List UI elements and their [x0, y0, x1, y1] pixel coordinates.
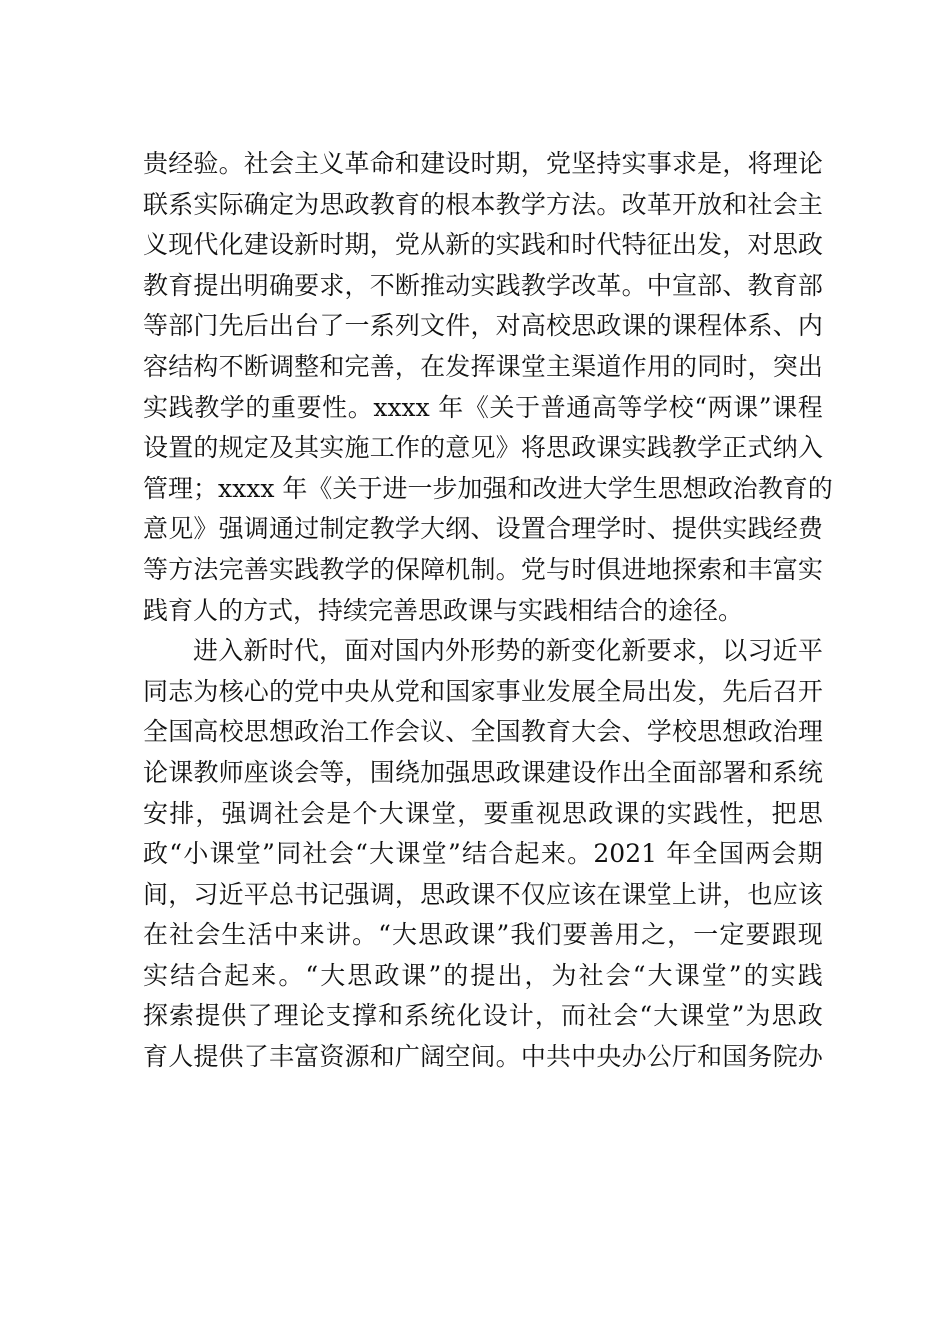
text-line: 意 见 》 强 调 通 过 制 定 教 学 大 纲 、 设 置 合 理 学 时 、 提 供 实 践 经 费	[143, 514, 823, 544]
text-line: 在 社 会 生 活 中 来 讲 。 “ 大 思 政 课 ” 我 们 要 善 用 之 ， 一 定 要 跟 现	[143, 920, 823, 950]
text-line: 政 “ 小 课 堂 ” 同 社 会 “ 大 课 堂 ” 结 合 起 来 。 2021 年 全 国 两 会 期	[143, 839, 823, 869]
paragraph-1	[143, 144, 833, 631]
text-line: 同 志 为 核 心 的 党 中 央 从 党 和 国 家 事 业 发 展 全 局 出 发 ， 先 后 召 开	[143, 676, 823, 706]
text-line: 贵 经 验 。 社 会 主 义 革 命 和 建 设 时 期 ， 党 坚 持 实 事 求 是 ， 将 理 论	[143, 149, 823, 178]
body-text	[143, 144, 833, 1078]
text-line: 设 置 的 规 定 及 其 实 施 工 作 的 意 见 》 将 思 政 课 实 践 教 学 正 式 纳 入	[143, 433, 823, 463]
text-line: 义 现 代 化 建 设 新 时 期 ， 党 从 新 的 实 践 和 时 代 特 征 出 发 ， 对 思 政	[143, 230, 823, 260]
text-line: 管 理 ； xxxx 年 《 关 于 进 一 步 加 强 和 改 进 大 学 生 思 想 政 治 教 育 的	[143, 473, 833, 503]
text-line: 等 部 门 先 后 出 台 了 一 系 列 文 件 ， 对 高 校 思 政 课 的 课 程 体 系 、 内	[143, 311, 823, 341]
text-line: 间 ， 习 近 平 总 书 记 强 调 ， 思 政 课 不 仅 应 该 在 课 堂 上 讲 ， 也 应 该	[143, 879, 823, 909]
text-line: 探 索 提 供 了 理 论 支 撑 和 系 统 化 设 计 ， 而 社 会 “ 大 课 堂 ” 为 思 政	[143, 1001, 823, 1031]
text-line: 容 结 构 不 断 调 整 和 完 善 ， 在 发 挥 课 堂 主 渠 道 作 用 的 同 时 ， 突 出	[143, 351, 823, 381]
text-line: 联 系 实 际 确 定 为 思 政 教 育 的 根 本 教 学 方 法 。 改 革 开 放 和 社 会 主	[143, 189, 823, 219]
paragraph-2	[143, 631, 823, 1078]
text-line: 等 方 法 完 善 实 践 教 学 的 保 障 机 制 。 党 与 时 俱 进 地 探 索 和 丰 富 实	[143, 554, 823, 584]
text-line: 育 人 提 供 了 丰 富 资 源 和 广 阔 空 间 。 中 共 中 央 办 公 厅 和 国 务 院 办	[143, 1042, 823, 1072]
text-line: 实 结 合 起 来 。 “ 大 思 政 课 ” 的 提 出 ， 为 社 会 “ 大 课 堂 ” 的 实 践	[143, 960, 823, 990]
text-line: 践育人的方式，持续完善思政课与实践相结合的途径。	[143, 595, 744, 625]
text-line: 实 践 教 学 的 重 要 性 。 xxxx 年 《 关 于 普 通 高 等 学 校 “ 两 课 ” 课 程	[143, 392, 823, 422]
text-line: 安 排 ， 强 调 社 会 是 个 大 课 堂 ， 要 重 视 思 政 课 的 实 践 性 ， 把 思	[143, 798, 823, 828]
text-line: 进 入 新 时 代 ， 面 对 国 内 外 形 势 的 新 变 化 新 要 求 ， 以 习 近 平	[193, 636, 823, 666]
text-line: 全 国 高 校 思 想 政 治 工 作 会 议 、 全 国 教 育 大 会 、 学 校 思 想 政 治 理	[143, 717, 823, 747]
text-line: 论 课 教 师 座 谈 会 等 ， 围 绕 加 强 思 政 课 建 设 作 出 全 面 部 署 和 系 统	[143, 757, 823, 787]
text-line: 教 育 提 出 明 确 要 求 ， 不 断 推 动 实 践 教 学 改 革 。 中 宣 部 、 教 育 部	[143, 270, 823, 300]
